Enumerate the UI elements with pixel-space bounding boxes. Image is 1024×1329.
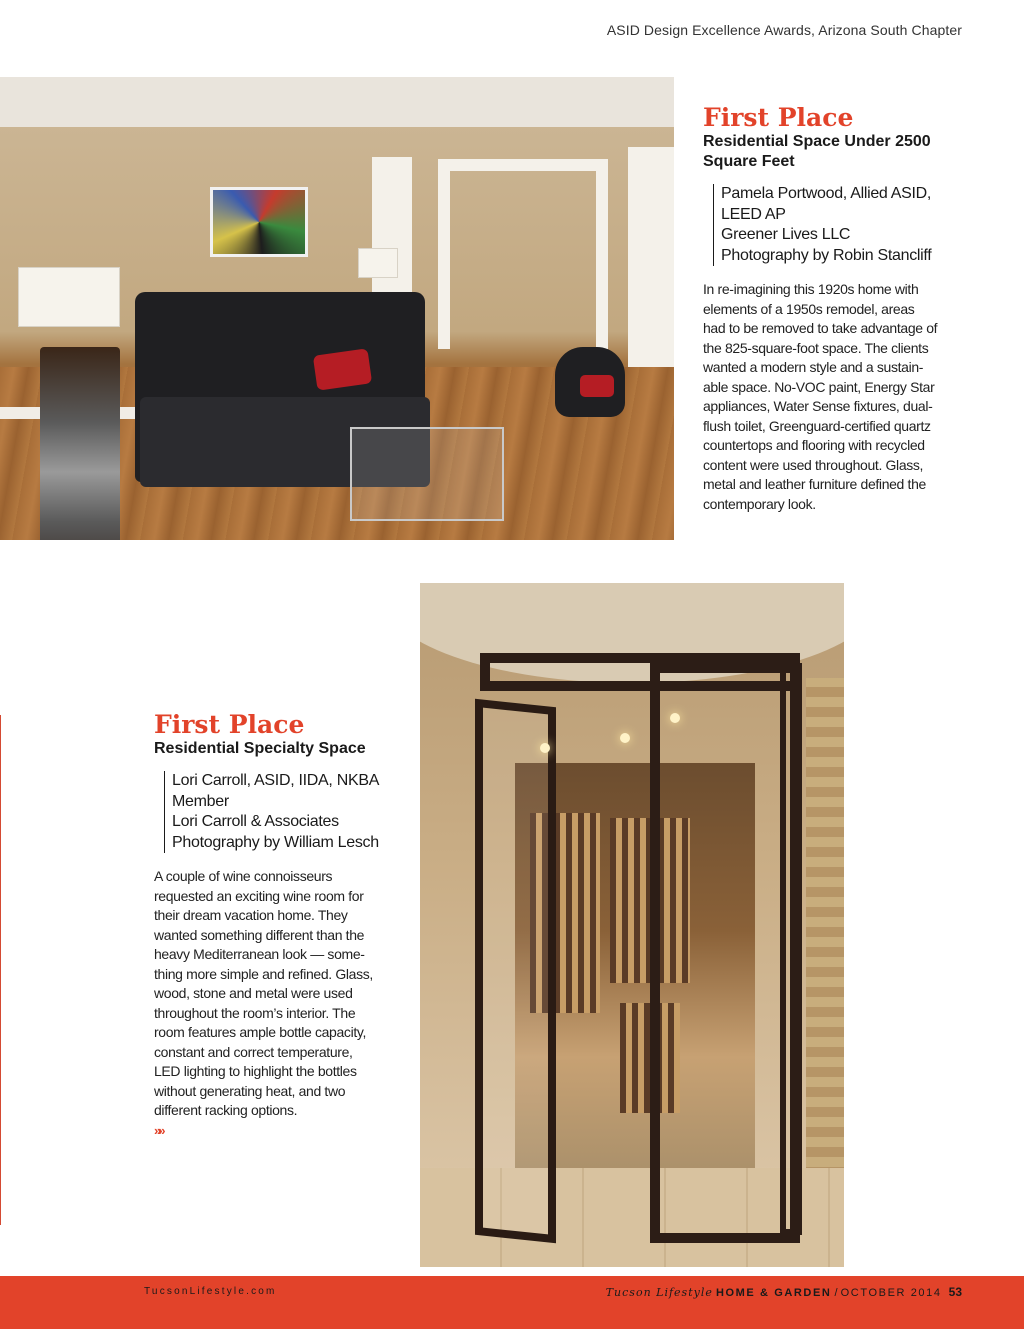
continue-chevron-icon: »» <box>154 1122 163 1138</box>
award-description: A couple of wine connoisseurs requested an exciting wine room for their dream vacation home. They wanted something different than the heavy Mediterranean look — some- thing more simple and refined. Glass, wood, stone and metal were used throughout the room’s interior. The room features ample bottle capacity, constant and correct temperature, LED lighting to highlight the bottles without generating heat, and two different racking options. »» <box>154 867 404 1140</box>
award-first-place-residential-specialty <box>154 711 404 1140</box>
wine-room-photo <box>420 583 844 1267</box>
award-place-heading: First Place <box>703 103 854 132</box>
award-category: Residential Space Under 2500 Square Feet <box>703 133 931 170</box>
award-first-place-residential-under-2500 <box>703 104 973 514</box>
award-category: Residential Specialty Space <box>154 740 366 757</box>
page-kicker: ASID Design Excellence Awards, Arizona South Chapter <box>606 22 962 38</box>
wall-art <box>210 187 308 257</box>
page-footer <box>0 1276 1024 1329</box>
issue-date: OCTOBER 2014 <box>840 1287 942 1299</box>
award-credits: Lori Carroll, ASID, IIDA, NKBA Member Lori Carroll & Associates Photography by William Lesch <box>164 771 404 853</box>
section-name: HOME & GARDEN <box>715 1287 832 1299</box>
footer-folio: Tucson Lifestyle HOME & GARDEN / OCTOBER 2014 53 <box>605 1285 962 1299</box>
award-credits: Pamela Portwood, Allied ASID, LEED AP Greener Lives LLC Photography by Robin Stancliff <box>713 184 973 266</box>
magazine-name: Tucson Lifestyle <box>605 1286 713 1299</box>
award-description: In re-imagining this 1920s home with elements of a 1950s remodel, areas had to be removed to take advantage of the 825-square-foot space. The clients wanted a modern style and a sustain- able space. No-VOC paint, Energy Star appliances, Water Sense fixtures, dual- flush toilet, Greenguard-certified quartz countertops and flooring with recycled content were used throughout. Glass, metal and leather furniture defined the contemporary look. <box>703 281 938 512</box>
award-place-heading: First Place <box>154 710 305 739</box>
living-room-photo <box>0 77 674 540</box>
footer-website-link[interactable]: TucsonLifestyle.com <box>144 1286 277 1297</box>
page-number: 53 <box>948 1285 962 1299</box>
